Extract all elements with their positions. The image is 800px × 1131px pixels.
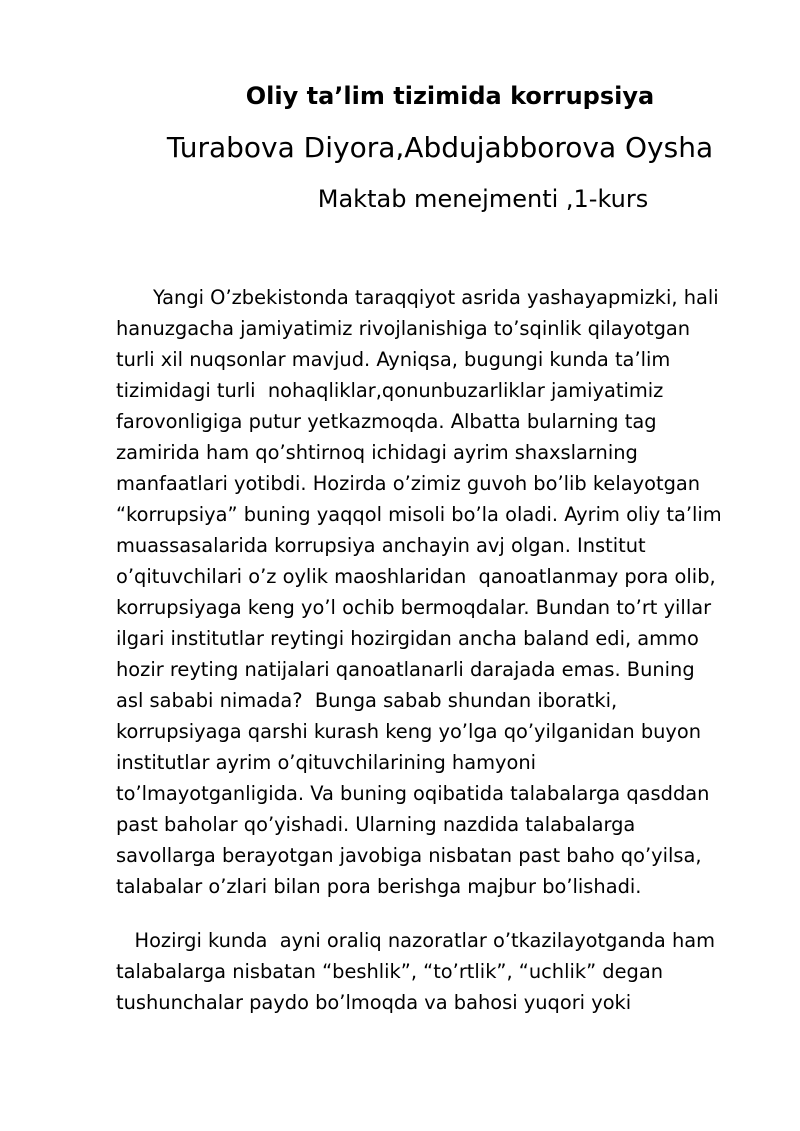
text-line: past baholar qo’yishadi. Ularning nazdida talabalarga xyxy=(116,813,636,836)
text-line: to’lmayotganligida. Va buning oqibatida talabalarga qasddan xyxy=(116,782,710,805)
text-line: hanuzgacha jamiyatimiz rivojlanishiga to’sqinlik qilayotgan xyxy=(116,317,691,340)
document-title: Oliy ta’lim tizimida korrupsiya xyxy=(245,82,655,110)
course-info: Maktab menejmenti ,1-kurs xyxy=(317,185,649,213)
text-line: muassasalarida korrupsiya anchayin avj olgan. Institut xyxy=(116,534,646,557)
text-line: o’qituvchilari o’z oylik maoshlaridan qanoatlanmay pora olib, xyxy=(116,565,716,588)
text-line: institutlar ayrim o’qituvchilarining hamyoni xyxy=(116,751,537,774)
paragraph-1 xyxy=(116,282,746,902)
paragraph-2 xyxy=(116,925,746,1018)
text-line: farovonligiga putur yetkazmoqda. Albatta bularning tag xyxy=(116,410,657,433)
text-line: zamirida ham qo’shtirnoq ichidagi ayrim shaxslarning xyxy=(116,441,638,464)
text-line: turli xil nuqsonlar mavjud. Ayniqsa, bugungi kunda ta’lim xyxy=(116,348,671,371)
text-line: tizimidagi turli nohaqliklar,qonunbuzarliklar jamiyatimiz xyxy=(116,379,664,402)
text-line: korrupsiyaga qarshi kurash keng yo’lga qo’yilganidan buyon xyxy=(116,720,702,743)
text-line: talabalar o’zlari bilan pora berishga majbur bo’lishadi. xyxy=(116,875,642,898)
text-line: tushunchalar paydo bo’lmoqda va bahosi yuqori yoki xyxy=(116,991,632,1014)
text-line: “korrupsiya” buning yaqqol misoli bo’la oladi. Ayrim oliy ta’lim xyxy=(116,503,722,526)
text-line: hozir reyting natijalari qanoatlanarli darajada emas. Buning xyxy=(116,658,695,681)
text-line: korrupsiyaga keng yo’l ochib bermoqdalar. Bundan to’rt yillar xyxy=(116,596,712,619)
text-line: manfaatlari yotibdi. Hozirda o’zimiz guvoh bo’lib kelayotgan xyxy=(116,472,701,495)
author-names: Turabova Diyora,Abdujabborova Oysha xyxy=(166,131,714,164)
text-line: asl sababi nimada? Bunga sabab shundan iboratki, xyxy=(116,689,618,712)
text-line: ilgari institutlar reytingi hozirgidan ancha baland edi, ammo xyxy=(116,627,699,650)
text-line: savollarga berayotgan javobiga nisbatan past baho qo’yilsa, xyxy=(116,844,702,867)
text-line: talabalarga nisbatan “beshlik”, “to’rtlik”, “uchlik” degan xyxy=(116,960,664,983)
text-line: Hozirgi kunda ayni oraliq nazoratlar o’tkazilayotganda ham xyxy=(116,929,716,952)
text-line: Yangi O’zbekistonda taraqqiyot asrida yashayapmizki, hali xyxy=(116,286,719,309)
